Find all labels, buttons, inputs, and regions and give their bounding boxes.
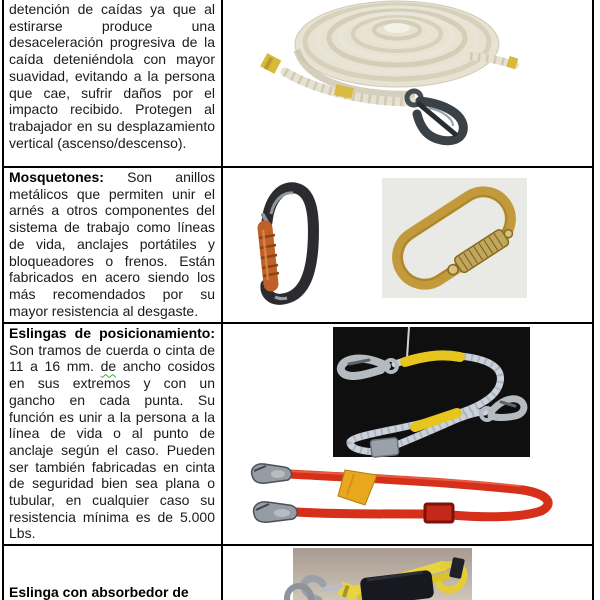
table-row-absorbedor: [4, 544, 592, 600]
table-row-lifeline: [4, 0, 592, 166]
red-webbing-sling: [252, 464, 549, 522]
carabiners-photo: [223, 168, 592, 320]
table-row-eslingas: [4, 322, 592, 544]
lifeline-image-cell: [223, 0, 592, 166]
eslingas-description-cell: [4, 324, 223, 544]
red-sling-hook-top: [252, 464, 292, 483]
adjuster-buckle: [425, 504, 453, 522]
absorbedor-heading: Eslinga con absorbedor de: [9, 584, 189, 600]
grammar-marked-word: de: [100, 358, 117, 375]
yellow-tag: [338, 470, 377, 505]
eslingas-paragraph-end: ancho cosidos en sus extremos y con un gancho en cada punta. Su función es unir a la persona a la línea de vida o al punto de anclaje según el caso. Pueden ser también fabricadas en cinta de seguridad bien sea plana o tubular, en cualquier caso su resistencia mínima es de 5.000 Lbs.: [9, 358, 215, 542]
black-carabiner: [259, 188, 313, 299]
eslingas-paragraph-start: Son tramos de cuerda o cinta de 11 a 16 mm.: [9, 341, 215, 375]
lifeline-paragraph: detención de caídas ya que al estirarse produce una desaceleración progresiva de la caída deteniéndola con mayor suavidad, evitando a la persona que cae, sufrir daños por el impacto recibido. Protegen al trabajador en su desplazamiento vertical (ascenso/descenso).: [9, 1, 215, 151]
absorbedor-description-cell: [4, 546, 223, 600]
shock-absorber-lanyard-photo: [223, 546, 592, 600]
slings-photo: [223, 324, 592, 544]
absorbedor-image-cell: [223, 546, 592, 600]
lifeline-description-cell: [4, 0, 223, 166]
metal-ferrule: [370, 438, 399, 458]
coiled-rope-lifeline-photo: [223, 0, 592, 166]
eslingas-heading: Eslingas de posicionamiento:: [9, 325, 215, 341]
mosquetones-description-cell: [4, 168, 223, 322]
red-sling-hook-bottom: [254, 502, 298, 522]
mosquetones-heading: Mosquetones:: [9, 169, 104, 185]
mosquetones-paragraph: Son anillos metálicos que permiten unir el arnés a otros componentes del sistema de trabajo como líneas de vida, anclajes portátiles y bloqueadores o frenos. Están fabricados en acero siendo los más recomendados por su mayor resistencia al desgaste.: [9, 169, 215, 319]
equipment-table: [2, 0, 594, 600]
eslingas-image-cell: [223, 324, 592, 544]
table-row-mosquetones: [4, 166, 592, 322]
mosquetones-image-cell: [223, 168, 592, 322]
